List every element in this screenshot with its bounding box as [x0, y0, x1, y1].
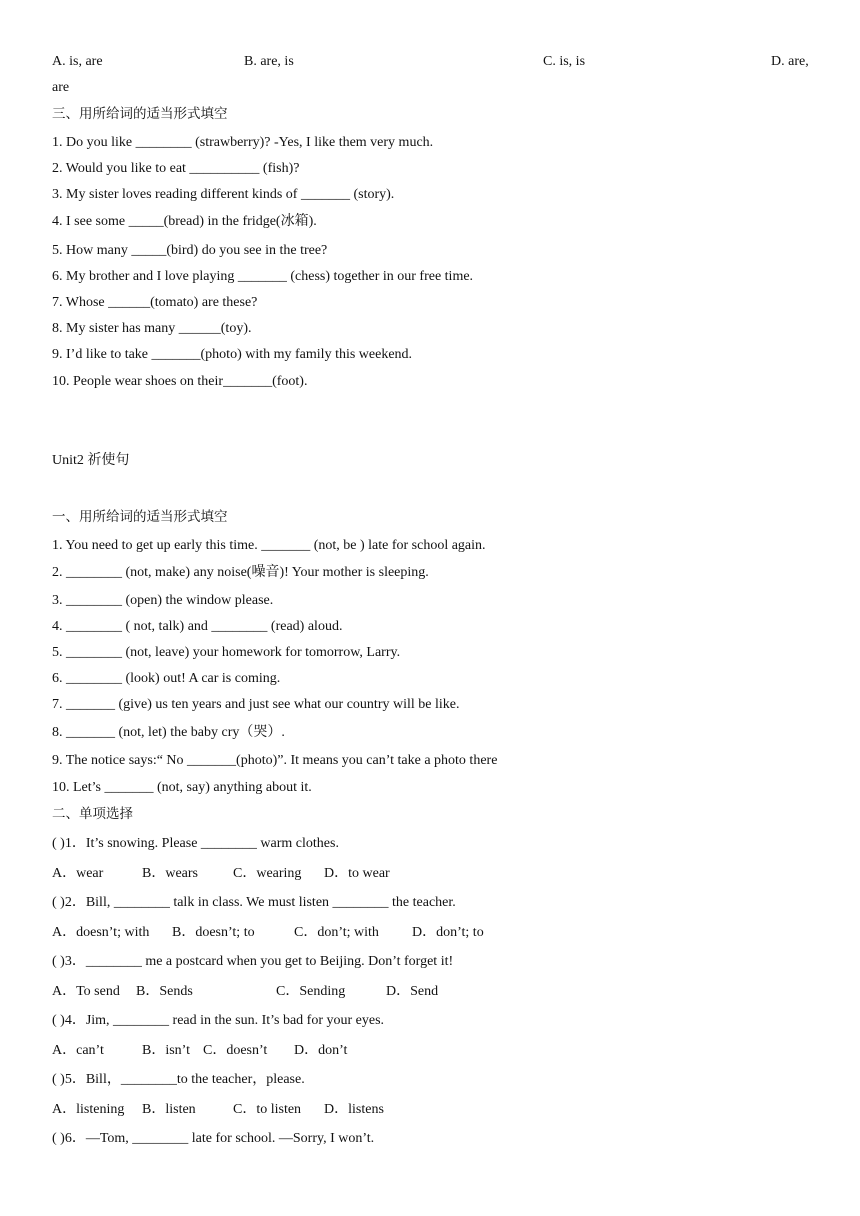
choice-d: D．don’t; to: [412, 925, 484, 940]
choice-b: B．Sends: [136, 984, 193, 999]
exercise-item: 5. How many _____(bird) do you see in the tree?: [52, 243, 328, 258]
exercise-item: 6. ________ (look) out! A car is coming.: [52, 671, 281, 686]
choice-a: A．can’t: [52, 1043, 104, 1058]
exercise-item: 10. People wear shoes on their_______(foot).: [52, 374, 308, 389]
section-heading: 二、单项选择: [52, 806, 133, 822]
choice-a: A．To send: [52, 984, 120, 999]
unit-title: Unit2 祈使句: [52, 453, 130, 468]
question-stem: ( )1．It’s snowing. Please ________ warm clothes.: [52, 836, 339, 851]
choice-a: A．listening: [52, 1102, 125, 1117]
choice-d: D．to wear: [324, 866, 390, 881]
exercise-item: 2. Would you like to eat __________ (fish)?: [52, 161, 300, 176]
exercise-item: 8. My sister has many ______(toy).: [52, 321, 252, 336]
option-d: D. are,: [771, 54, 809, 69]
exercise-item: 4. ________ ( not, talk) and ________ (read) aloud.: [52, 619, 343, 634]
question-stem: ( )6．—Tom, ________ late for school. —Sorry, I won’t.: [52, 1131, 375, 1146]
choice-d: D．listens: [324, 1102, 384, 1117]
section-heading: 三、用所给词的适当形式填空: [52, 106, 228, 122]
exercise-item: 7. Whose ______(tomato) are these?: [52, 295, 258, 310]
option-a: A. is, are: [52, 54, 103, 69]
choice-d: D．don’t: [294, 1043, 348, 1058]
choice-d: D．Send: [386, 984, 439, 999]
question-stem: ( )2．Bill, ________ talk in class. We must listen ________ the teacher.: [52, 895, 456, 910]
exercise-item: 9. I’d like to take _______(photo) with my family this weekend.: [52, 347, 413, 362]
exercise-item: 4. I see some _____(bread) in the fridge(冰箱).: [52, 214, 317, 229]
question-stem: ( )5．Bill，________to the teacher，please.: [52, 1072, 305, 1087]
choice-c: C．Sending: [276, 984, 346, 999]
section-heading: 一、用所给词的适当形式填空: [52, 509, 228, 525]
option-c: C. is, is: [543, 54, 586, 69]
exercise-item: 10. Let’s _______ (not, say) anything about it.: [52, 780, 312, 795]
choice-a: A．doesn’t; with: [52, 925, 150, 940]
choice-c: C．doesn’t: [203, 1043, 268, 1058]
exercise-item: 9. The notice says:“ No _______(photo)”. It means you can’t take a photo there: [52, 753, 498, 768]
option-d-wrap: are: [52, 80, 70, 95]
choice-b: B．listen: [142, 1102, 196, 1117]
exercise-item: 5. ________ (not, leave) your homework for tomorrow, Larry.: [52, 645, 401, 660]
choice-a: A．wear: [52, 866, 104, 881]
exercise-item: 2. ________ (not, make) any noise(噪音)! Your mother is sleeping.: [52, 565, 429, 580]
choice-c: C．to listen: [233, 1102, 302, 1117]
exercise-item: 3. My sister loves reading different kinds of _______ (story).: [52, 187, 395, 202]
choice-b: B．wears: [142, 866, 198, 881]
choice-c: C．don’t; with: [294, 925, 379, 940]
question-stem: ( )4．Jim, ________ read in the sun. It’s bad for your eyes.: [52, 1013, 385, 1028]
exercise-item: 8. _______ (not, let) the baby cry（哭）.: [52, 725, 285, 740]
choice-b: B．isn’t: [142, 1043, 190, 1058]
exercise-item: 3. ________ (open) the window please.: [52, 593, 274, 608]
choice-b: B．doesn’t; to: [172, 925, 255, 940]
question-stem: ( )3．________ me a postcard when you get to Beijing. Don’t forget it!: [52, 954, 454, 969]
exercise-item: 6. My brother and I love playing _______ (chess) together in our free time.: [52, 269, 474, 284]
option-b: B. are, is: [244, 54, 294, 69]
exercise-item: 1. You need to get up early this time. _______ (not, be ) late for school again.: [52, 538, 486, 553]
exercise-item: 1. Do you like ________ (strawberry)? -Yes, I like them very much.: [52, 135, 434, 150]
exercise-item: 7. _______ (give) us ten years and just see what our country will be like.: [52, 697, 460, 712]
choice-c: C．wearing: [233, 866, 302, 881]
